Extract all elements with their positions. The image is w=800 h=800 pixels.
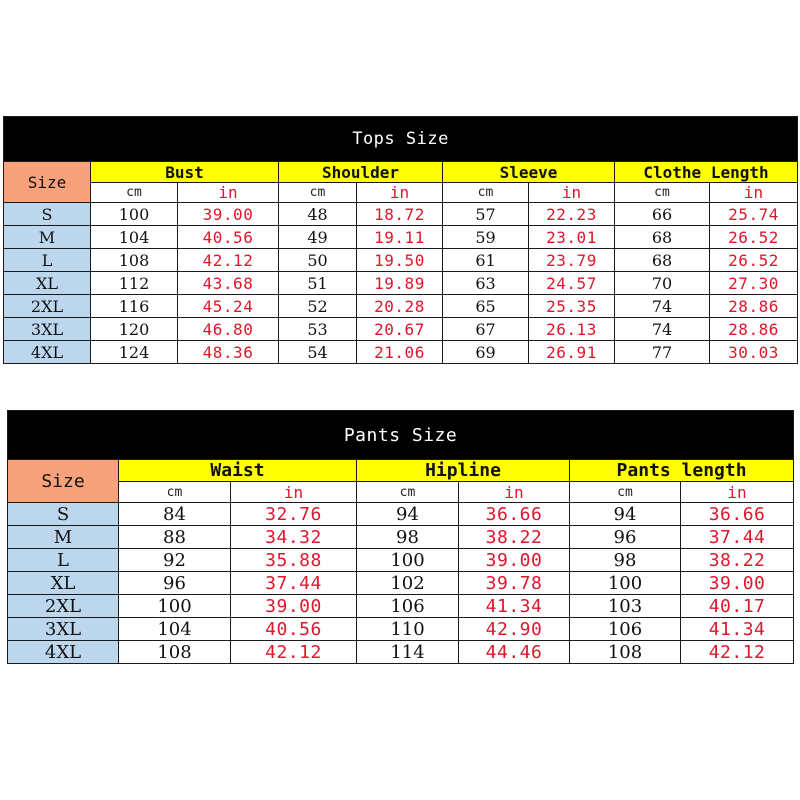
cm-value-cell: 49	[279, 226, 357, 249]
size-cell: L	[4, 249, 91, 272]
cm-value-cell: 68	[615, 226, 710, 249]
inch-value-cell: 41.34	[459, 595, 570, 618]
cm-value-cell: 124	[91, 341, 178, 364]
cm-value-cell: 70	[615, 272, 710, 295]
inch-value-cell: 44.46	[459, 641, 570, 664]
cm-value-cell: 116	[91, 295, 178, 318]
cm-value-cell: 120	[91, 318, 178, 341]
cm-value-cell: 92	[119, 549, 231, 572]
size-cell: XL	[8, 572, 119, 595]
inch-value-cell: 36.66	[681, 503, 794, 526]
cm-value-cell: 68	[615, 249, 710, 272]
cm-value-cell: 77	[615, 341, 710, 364]
cm-value-cell: 106	[570, 618, 681, 641]
cm-value-cell: 84	[119, 503, 231, 526]
cm-value-cell: 59	[443, 226, 529, 249]
tops-shoulder-header: Shoulder	[279, 162, 443, 183]
cm-value-cell: 102	[357, 572, 459, 595]
inch-value-cell: 38.22	[681, 549, 794, 572]
table-row	[8, 549, 794, 572]
inch-value-cell: 40.17	[681, 595, 794, 618]
inch-value-cell: 42.90	[459, 618, 570, 641]
cm-value-cell: 100	[91, 203, 178, 226]
cm-value-cell: 61	[443, 249, 529, 272]
cm-value-cell: 103	[570, 595, 681, 618]
inch-value-cell: 28.86	[710, 318, 798, 341]
table-row	[4, 341, 798, 364]
cm-value-cell: 88	[119, 526, 231, 549]
table-row	[4, 226, 798, 249]
inch-value-cell: 26.52	[710, 226, 798, 249]
size-cell: S	[4, 203, 91, 226]
inch-value-cell: 38.22	[459, 526, 570, 549]
inch-value-cell: 22.23	[529, 203, 615, 226]
size-cell: 4XL	[8, 641, 119, 664]
unit-in-label: in	[681, 482, 794, 503]
tops-bust-header: Bust	[91, 162, 279, 183]
cm-value-cell: 74	[615, 295, 710, 318]
size-cell: S	[8, 503, 119, 526]
tops-size-header: Size	[4, 162, 91, 203]
size-cell: 3XL	[8, 618, 119, 641]
inch-value-cell: 41.34	[681, 618, 794, 641]
inch-value-cell: 40.56	[178, 226, 279, 249]
table-row	[4, 249, 798, 272]
inch-value-cell: 19.11	[357, 226, 443, 249]
table-row	[4, 295, 798, 318]
cm-value-cell: 48	[279, 203, 357, 226]
inch-value-cell: 42.12	[178, 249, 279, 272]
cm-value-cell: 104	[91, 226, 178, 249]
pants-size-table	[7, 410, 794, 664]
unit-in-label: in	[357, 183, 443, 203]
size-cell: 4XL	[4, 341, 91, 364]
inch-value-cell: 26.91	[529, 341, 615, 364]
unit-cm-label: cm	[279, 183, 357, 203]
unit-cm-label: cm	[615, 183, 710, 203]
inch-value-cell: 34.32	[231, 526, 357, 549]
cm-value-cell: 53	[279, 318, 357, 341]
inch-value-cell: 28.86	[710, 295, 798, 318]
inch-value-cell: 35.88	[231, 549, 357, 572]
inch-value-cell: 19.89	[357, 272, 443, 295]
cm-value-cell: 51	[279, 272, 357, 295]
inch-value-cell: 23.79	[529, 249, 615, 272]
table-row	[8, 572, 794, 595]
inch-value-cell: 27.30	[710, 272, 798, 295]
table-row	[8, 618, 794, 641]
inch-value-cell: 21.06	[357, 341, 443, 364]
cm-value-cell: 104	[119, 618, 231, 641]
pants-length-header: Pants length	[570, 460, 794, 482]
cm-value-cell: 100	[357, 549, 459, 572]
tops-table-body	[4, 203, 798, 364]
cm-value-cell: 100	[119, 595, 231, 618]
inch-value-cell: 43.68	[178, 272, 279, 295]
pants-title: Pants Size	[8, 411, 794, 460]
cm-value-cell: 106	[357, 595, 459, 618]
inch-value-cell: 32.76	[231, 503, 357, 526]
size-cell: 2XL	[8, 595, 119, 618]
table-row	[8, 503, 794, 526]
cm-value-cell: 112	[91, 272, 178, 295]
inch-value-cell: 40.56	[231, 618, 357, 641]
unit-cm-label: cm	[119, 482, 231, 503]
cm-value-cell: 65	[443, 295, 529, 318]
cm-value-cell: 108	[91, 249, 178, 272]
inch-value-cell: 42.12	[681, 641, 794, 664]
inch-value-cell: 42.12	[231, 641, 357, 664]
table-row	[4, 318, 798, 341]
unit-in-label: in	[710, 183, 798, 203]
inch-value-cell: 39.00	[231, 595, 357, 618]
inch-value-cell: 48.36	[178, 341, 279, 364]
cm-value-cell: 54	[279, 341, 357, 364]
inch-value-cell: 20.67	[357, 318, 443, 341]
cm-value-cell: 63	[443, 272, 529, 295]
pants-size-header: Size	[8, 460, 119, 503]
cm-value-cell: 69	[443, 341, 529, 364]
inch-value-cell: 19.50	[357, 249, 443, 272]
unit-cm-label: cm	[443, 183, 529, 203]
inch-value-cell: 39.00	[178, 203, 279, 226]
inch-value-cell: 39.00	[459, 549, 570, 572]
size-cell: L	[8, 549, 119, 572]
table-row	[4, 203, 798, 226]
inch-value-cell: 23.01	[529, 226, 615, 249]
inch-value-cell: 26.13	[529, 318, 615, 341]
cm-value-cell: 108	[570, 641, 681, 664]
cm-value-cell: 67	[443, 318, 529, 341]
cm-value-cell: 98	[357, 526, 459, 549]
unit-in-label: in	[529, 183, 615, 203]
cm-value-cell: 50	[279, 249, 357, 272]
inch-value-cell: 36.66	[459, 503, 570, 526]
cm-value-cell: 94	[357, 503, 459, 526]
cm-value-cell: 57	[443, 203, 529, 226]
unit-cm-label: cm	[570, 482, 681, 503]
inch-value-cell: 25.35	[529, 295, 615, 318]
cm-value-cell: 110	[357, 618, 459, 641]
unit-cm-label: cm	[357, 482, 459, 503]
inch-value-cell: 30.03	[710, 341, 798, 364]
unit-in-label: in	[231, 482, 357, 503]
pants-hipline-header: Hipline	[357, 460, 570, 482]
cm-value-cell: 108	[119, 641, 231, 664]
tops-size-table	[3, 116, 798, 364]
table-row	[8, 641, 794, 664]
cm-value-cell: 52	[279, 295, 357, 318]
pants-waist-header: Waist	[119, 460, 357, 482]
cm-value-cell: 100	[570, 572, 681, 595]
pants-table-body	[8, 503, 794, 664]
tops-title: Tops Size	[4, 117, 798, 162]
size-cell: M	[8, 526, 119, 549]
tops-sleeve-header: Sleeve	[443, 162, 615, 183]
cm-value-cell: 114	[357, 641, 459, 664]
table-row	[8, 595, 794, 618]
inch-value-cell: 37.44	[681, 526, 794, 549]
inch-value-cell: 18.72	[357, 203, 443, 226]
size-cell: XL	[4, 272, 91, 295]
cm-value-cell: 96	[570, 526, 681, 549]
cm-value-cell: 98	[570, 549, 681, 572]
table-row	[4, 272, 798, 295]
unit-in-label: in	[459, 482, 570, 503]
inch-value-cell: 24.57	[529, 272, 615, 295]
cm-value-cell: 96	[119, 572, 231, 595]
unit-cm-label: cm	[91, 183, 178, 203]
table-row	[8, 526, 794, 549]
cm-value-cell: 66	[615, 203, 710, 226]
inch-value-cell: 46.80	[178, 318, 279, 341]
unit-in-label: in	[178, 183, 279, 203]
inch-value-cell: 45.24	[178, 295, 279, 318]
cm-value-cell: 74	[615, 318, 710, 341]
inch-value-cell: 25.74	[710, 203, 798, 226]
size-cell: 2XL	[4, 295, 91, 318]
size-cell: 3XL	[4, 318, 91, 341]
inch-value-cell: 26.52	[710, 249, 798, 272]
inch-value-cell: 20.28	[357, 295, 443, 318]
tops-clothe-length-header: Clothe Length	[615, 162, 798, 183]
inch-value-cell: 39.78	[459, 572, 570, 595]
inch-value-cell: 37.44	[231, 572, 357, 595]
inch-value-cell: 39.00	[681, 572, 794, 595]
size-cell: M	[4, 226, 91, 249]
cm-value-cell: 94	[570, 503, 681, 526]
